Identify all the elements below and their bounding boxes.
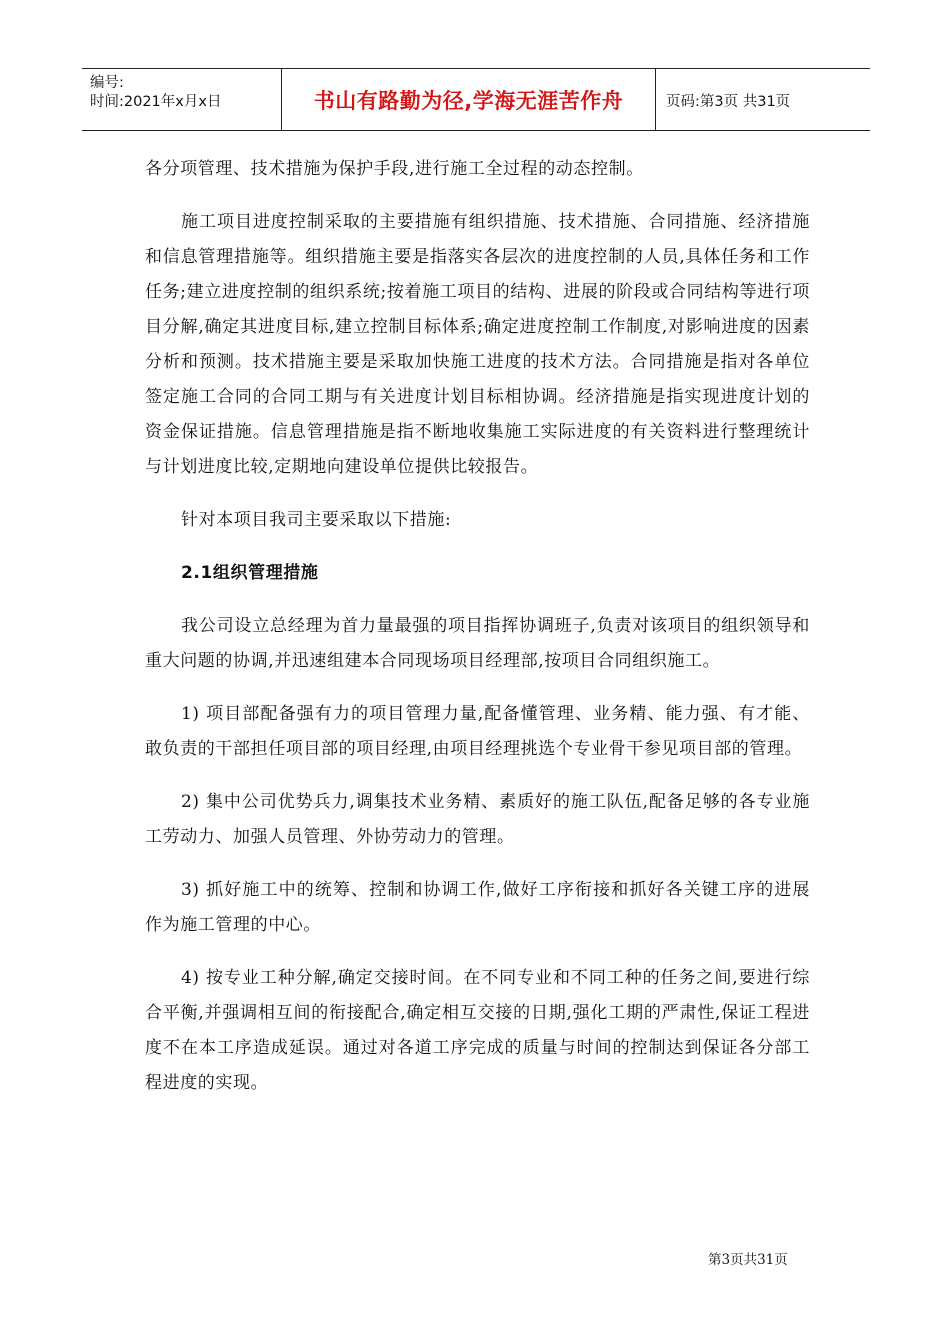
section-heading: 2.1组织管理措施 (181, 563, 319, 583)
list-item: 4) 按专业工种分解,确定交接时间。在不同专业和不同工种的任务之间,要进行综合平衡,并强调相互间的衔接配合,确定相互交接的日期,强化工期的严肃性,保证工程进度不在本工序造成延误。通过对各道工序完成的质量与时间的控制达到保证各分部工程进度的实现。 (145, 968, 810, 1093)
header-meta-cell (82, 69, 282, 130)
header-page-cell (656, 69, 870, 130)
header-motto-cell (282, 69, 656, 130)
paragraph: 我公司设立总经理为首力量最强的项目指挥协调班子,负责对该项目的组织领导和重大问题的协调,并迅速组建本合同现场项目经理部,按项目合同组织施工。 (145, 616, 810, 671)
number-label: 编号: (90, 75, 124, 91)
paragraph: 各分项管理、技术措施为保护手段,进行施工全过程的动态控制。 (145, 159, 644, 179)
list-item: 1) 项目部配备强有力的项目管理力量,配备懂管理、业务精、能力强、有才能、敢负责的干部担任项目部的项目经理,由项目经理挑选个专业骨干参见项目部的管理。 (145, 704, 810, 759)
header-page-info: 页码:第3页 共31页 (666, 94, 791, 110)
list-item: 3) 抓好施工中的统筹、控制和协调工作,做好工序衔接和抓好各关键工序的进展作为施工管理的中心。 (145, 880, 810, 935)
paragraph: 针对本项目我司主要采取以下措施: (181, 510, 452, 530)
list-item: 2) 集中公司优势兵力,调集技术业务精、素质好的施工队伍,配备足够的各专业施工劳动力、加强人员管理、外协劳动力的管理。 (145, 792, 810, 847)
footer-page-info: 第3页共31页 (708, 1252, 788, 1268)
document-body (145, 152, 810, 1101)
time-label: 时间:2021年x月x日 (90, 94, 222, 110)
motto-text: 书山有路勤为径,学海无涯苦作舟 (313, 89, 624, 113)
paragraph: 施工项目进度控制采取的主要措施有组织措施、技术措施、合同措施、经济措施和信息管理措施等。组织措施主要是指落实各层次的进度控制的人员,具体任务和工作任务;建立进度控制的组织系统;按着施工项目的结构、进展的阶段或合同结构等进行项目分解,确定其进度目标,建立控制目标体系;确定进度控制工作制度,对影响进度的因素分析和预测。技术措施主要是采取加快施工进度的技术方法。合同措施是指对各单位签定施工合同的合同工期与有关进度计划目标相协调。经济措施是指实现进度计划的资金保证措施。信息管理措施是指不断地收集施工实际进度的有关资料进行整理统计与计划进度比较,定期地向建设单位提供比较报告。 (145, 212, 810, 477)
header-table (82, 68, 870, 131)
